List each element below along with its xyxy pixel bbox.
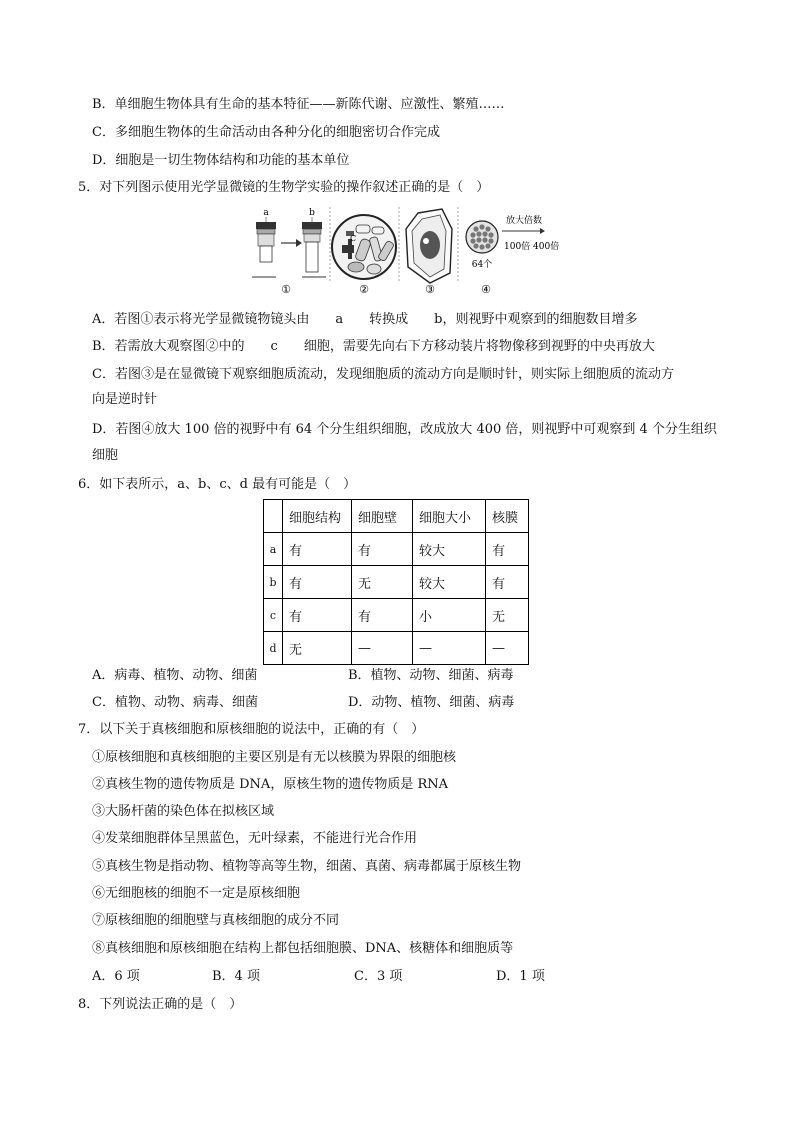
table-cell: d — [264, 632, 283, 665]
table-cell: — — [413, 632, 486, 665]
q7-item-3: ③大肠杆菌的染色体在拟核区域 — [92, 804, 275, 819]
table-header-cell: 核膜 — [486, 500, 529, 533]
q6-option-b: B．植物、动物、细菌、病毒 — [348, 668, 514, 683]
q8-stem: 8．下列说法正确的是（ ） — [78, 997, 243, 1012]
table-cell: 有 — [283, 533, 352, 566]
label-a: a — [263, 208, 269, 218]
table-cell: 无 — [283, 632, 352, 665]
table-row — [264, 599, 529, 632]
table-cell: 较大 — [413, 533, 486, 566]
q5-option-c-line1: C．若图③是在显微镜下观察细胞质流动，发现细胞质的流动方向是顺时针，则实际上细胞质的流动方 — [92, 367, 674, 382]
label-b: b — [309, 208, 315, 218]
table-cell: 较大 — [413, 566, 486, 599]
table-cell: c — [264, 599, 283, 632]
lens-b-icon — [302, 217, 322, 272]
table-header-cell: 细胞壁 — [352, 500, 413, 533]
table-cell: 无 — [486, 599, 529, 632]
q7-option-b: B．4 项 — [212, 969, 260, 984]
table-header-cell: 细胞大小 — [413, 500, 486, 533]
table-cell: 有 — [283, 599, 352, 632]
magnification-title: 放大倍数 — [506, 216, 543, 226]
table-header-cell — [264, 500, 283, 533]
figure-num-2: ② — [359, 283, 369, 296]
table-cell: 无 — [352, 566, 413, 599]
table-cell: a — [264, 533, 283, 566]
table-cell: 有 — [352, 533, 413, 566]
q7-item-6: ⑥无细胞核的细胞不一定是原核细胞 — [92, 886, 301, 901]
cell-comparison-table — [263, 499, 529, 665]
table-row — [264, 533, 529, 566]
lens-a-icon — [256, 217, 276, 262]
table-row — [264, 632, 529, 665]
table-header-row — [264, 500, 529, 533]
q6-option-a: A．病毒、植物、动物、细菌 — [92, 668, 258, 683]
q6-option-d: D．动物、植物、细菌、病毒 — [348, 695, 515, 710]
table-cell: 有 — [283, 566, 352, 599]
q6-stem: 6．如下表所示，a、b、c、d 最有可能是（ ） — [78, 477, 357, 492]
table-cell: 有 — [486, 566, 529, 599]
q7-item-7: ⑦原核细胞的细胞壁与真核细胞的成分不同 — [92, 913, 340, 928]
q5-option-a: A．若图①表示将光学显微镜物镜头由 a 转换成 b，则视野中观察到的细胞数目增多 — [92, 312, 638, 327]
figure-num-4: ④ — [481, 283, 491, 296]
q5-option-d-line1: D．若图④放大 100 倍的视野中有 64 个分生组织细胞，改成放大 400 倍，则视野中可观察到 4 个分生组织 — [92, 422, 717, 437]
q7-stem: 7．以下关于真核细胞和原核细胞的说法中，正确的有（ ） — [78, 722, 425, 737]
table-cell: 小 — [413, 599, 486, 632]
q6-option-c: C．植物、动物、病毒、细菌 — [92, 695, 258, 710]
q4-option-c: C．多细胞生物体的生命活动由各种分化的细胞密切合作完成 — [92, 125, 440, 140]
table-cell: 有 — [486, 533, 529, 566]
q5-option-c-line2: 向是逆时针 — [92, 392, 158, 407]
q7-options — [92, 968, 612, 986]
q5-option-b: B．若需放大观察图②中的 c 细胞，需要先向右下方移动装片将物像移到视野的中央再放大 — [92, 339, 655, 354]
q7-option-a: A．6 项 — [92, 969, 140, 984]
table-cell: — — [352, 632, 413, 665]
figure-num-3: ③ — [425, 283, 435, 296]
arrow-icon — [281, 239, 302, 247]
q7-item-2: ②真核生物的遗传物质是 DNA，原核生物的遗传物质是 RNA — [92, 777, 449, 792]
q4-option-d: D．细胞是一切生物体结构和功能的基本单位 — [92, 153, 350, 168]
table-header-cell: 细胞结构 — [283, 500, 352, 533]
meristem-panel — [466, 214, 559, 296]
figure-num-1: ① — [281, 283, 291, 296]
table-cell: — — [486, 632, 529, 665]
q5-option-d-line2: 细胞 — [92, 448, 119, 463]
table-cell: 有 — [352, 599, 413, 632]
field-of-view-panel — [332, 215, 396, 296]
q7-item-1: ①原核细胞和真核细胞的主要区别是有无以核膜为界限的细胞核 — [92, 750, 457, 765]
table-row — [264, 566, 529, 599]
cell-count-label: 64个 — [471, 260, 493, 270]
objective-lens-panel — [252, 208, 326, 296]
q5-stem: 5．对下列图示使用光学显微镜的生物学实验的操作叙述正确的是（ ） — [78, 180, 490, 195]
q7-option-c: C．3 项 — [354, 969, 403, 984]
label-c: C — [350, 234, 357, 243]
microscope-figure — [246, 205, 560, 297]
q7-item-8: ⑧真核细胞和原核细胞在结构上都包括细胞膜、DNA、核糖体和细胞质等 — [92, 941, 514, 956]
table-cell: b — [264, 566, 283, 599]
q4-option-b: B．单细胞生物体具有生命的基本特征——新陈代谢、应激性、繁殖…… — [92, 97, 505, 112]
magnification-values: 100倍 400倍 — [504, 242, 560, 252]
q7-item-5: ⑤真核生物是指动物、植物等高等生物，细菌、真菌、病毒都属于原核生物 — [92, 859, 522, 874]
q7-option-d: D．1 项 — [496, 969, 545, 984]
q7-item-4: ④发菜细胞群体呈黑蓝色，无叶绿素，不能进行光合作用 — [92, 831, 418, 846]
plant-cell-panel — [406, 209, 452, 296]
